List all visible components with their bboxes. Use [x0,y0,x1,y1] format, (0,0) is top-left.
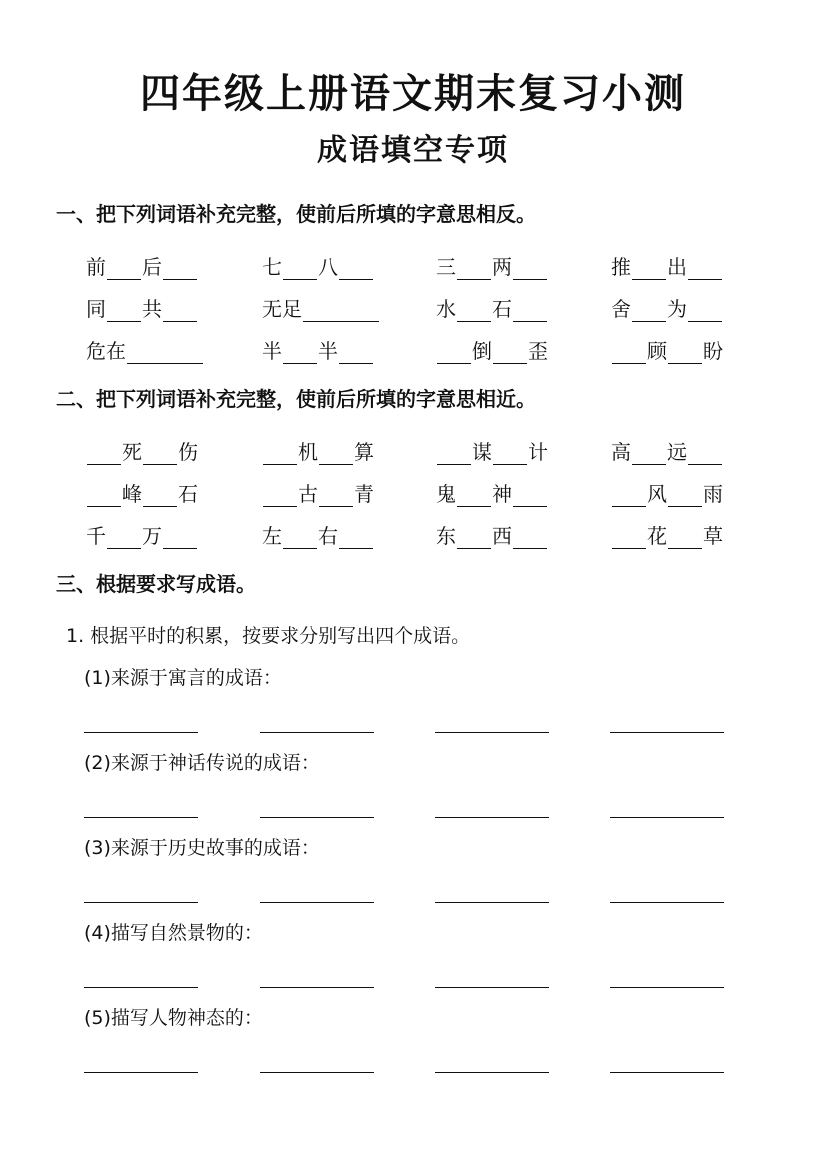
fill-blank[interactable] [339,526,373,549]
fill-blank[interactable] [493,442,527,465]
fill-blank[interactable] [493,341,527,364]
fill-blank[interactable] [612,484,646,507]
fill-blank[interactable] [319,442,353,465]
fill-blank[interactable] [668,341,702,364]
idiom-character: 左 [262,524,282,548]
answer-blank-line[interactable] [610,732,724,733]
fill-blank[interactable] [263,442,297,465]
answer-blank-line[interactable] [84,732,198,733]
idiom-item [262,435,374,465]
idiom-character: 推 [611,255,631,279]
idiom-item [436,519,548,549]
idiom-character: 古 [298,482,318,506]
answer-blank-line[interactable] [610,817,724,818]
idiom-item [611,477,723,507]
idiom-row [0,519,826,549]
idiom-character: 三 [436,255,456,279]
idiom-character: 鬼 [436,482,456,506]
idiom-item [262,334,374,364]
fill-blank[interactable] [513,257,547,280]
idiom-character: 舍 [611,297,631,321]
idiom-item [436,477,548,507]
idiom-character: 同 [86,297,106,321]
fill-blank[interactable] [457,257,491,280]
fill-blank[interactable] [668,484,702,507]
idiom-item [86,435,198,465]
idiom-character: 顾 [647,339,667,363]
idiom-character: 青 [354,482,374,506]
page-title: 四年级上册语文期末复习小测 [140,71,686,117]
idiom-item [436,334,548,364]
idiom-item [436,250,548,280]
idiom-character: 伤 [178,440,198,464]
sub-question-prompt: (5)描写人物神态的： [84,1007,263,1029]
idiom-character: 右 [318,524,338,548]
answer-blank-line[interactable] [84,817,198,818]
fill-blank[interactable] [513,526,547,549]
answer-blank-line[interactable] [435,1072,549,1073]
answer-blank-line[interactable] [260,817,374,818]
idiom-item [86,477,198,507]
fill-blank[interactable] [513,484,547,507]
idiom-item [262,250,374,280]
fill-blank[interactable] [632,299,666,322]
fill-blank[interactable] [688,299,722,322]
idiom-character: 草 [703,524,723,548]
idiom-character: 半 [318,339,338,363]
idiom-character: 高 [611,440,631,464]
fill-blank[interactable] [303,299,379,322]
answer-blank-line[interactable] [260,732,374,733]
idiom-character: 足 [282,297,302,321]
idiom-character: 万 [142,524,162,548]
idiom-row [0,477,826,507]
idiom-character: 峰 [122,482,142,506]
fill-blank[interactable] [457,484,491,507]
idiom-character: 雨 [703,482,723,506]
fill-blank[interactable] [457,526,491,549]
fill-blank[interactable] [163,257,197,280]
section3-heading: 三、根据要求写成语。 [56,572,256,596]
answer-blank-line[interactable] [84,902,198,903]
idiom-item [262,477,374,507]
idiom-character: 东 [436,524,456,548]
fill-blank[interactable] [632,257,666,280]
idiom-character: 为 [667,297,687,321]
idiom-item [611,292,723,322]
idiom-character: 出 [667,255,687,279]
fill-blank[interactable] [107,257,141,280]
fill-blank[interactable] [263,484,297,507]
fill-blank[interactable] [163,526,197,549]
idiom-item [611,334,723,364]
idiom-character: 七 [262,255,282,279]
idiom-item [262,292,380,322]
fill-blank[interactable] [668,526,702,549]
fill-blank[interactable] [283,526,317,549]
answer-blank-line[interactable] [84,987,198,988]
idiom-row [0,250,826,280]
idiom-item [86,292,198,322]
fill-blank[interactable] [688,442,722,465]
fill-blank[interactable] [283,257,317,280]
answer-blank-line[interactable] [610,1072,724,1073]
idiom-character: 机 [298,440,318,464]
answer-blank-line[interactable] [435,987,549,988]
idiom-item [262,519,374,549]
fill-blank[interactable] [87,442,121,465]
answer-row [0,732,826,742]
idiom-character: 死 [122,440,142,464]
answer-row [0,1072,826,1082]
fill-blank[interactable] [457,299,491,322]
fill-blank[interactable] [688,257,722,280]
fill-blank[interactable] [632,442,666,465]
idiom-item [436,292,548,322]
idiom-character: 半 [262,339,282,363]
idiom-character: 两 [492,255,512,279]
idiom-item [611,519,723,549]
idiom-character: 计 [528,440,548,464]
sub-question-prompt: (2)来源于神话传说的成语： [84,752,320,774]
idiom-item [611,435,723,465]
idiom-item [611,250,723,280]
answer-blank-line[interactable] [610,987,724,988]
fill-blank[interactable] [107,299,141,322]
idiom-row [0,292,826,322]
page-subtitle: 成语填空专项 [317,133,509,168]
idiom-character: 盼 [703,339,723,363]
fill-blank[interactable] [513,299,547,322]
fill-blank[interactable] [612,526,646,549]
answer-blank-line[interactable] [260,1072,374,1073]
idiom-character: 石 [178,482,198,506]
answer-blank-line[interactable] [435,817,549,818]
idiom-row [0,435,826,465]
idiom-character: 算 [354,440,374,464]
idiom-item [436,435,548,465]
idiom-character: 前 [86,255,106,279]
idiom-character: 风 [647,482,667,506]
idiom-character: 西 [492,524,512,548]
fill-blank[interactable] [319,484,353,507]
fill-blank[interactable] [87,484,121,507]
idiom-character: 谋 [472,440,492,464]
sub-question-prompt: (4)描写自然景物的： [84,922,263,944]
idiom-row [0,334,826,364]
fill-blank[interactable] [612,341,646,364]
idiom-character: 在 [106,339,126,363]
fill-blank[interactable] [143,442,177,465]
fill-blank[interactable] [143,484,177,507]
fill-blank[interactable] [339,341,373,364]
idiom-character: 千 [86,524,106,548]
section2-heading: 二、把下列词语补充完整，使前后所填的字意思相近。 [56,387,536,411]
sub-question-prompt: (1)来源于寓言的成语： [84,667,282,689]
idiom-character: 后 [142,255,162,279]
answer-row [0,987,826,997]
question-intro: 1. 根据平时的积累，按要求分别写出四个成语。 [66,625,471,647]
answer-blank-line[interactable] [610,902,724,903]
idiom-character: 危 [86,339,106,363]
idiom-character: 远 [667,440,687,464]
answer-blank-line[interactable] [435,902,549,903]
idiom-character: 神 [492,482,512,506]
sub-question-prompt: (3)来源于历史故事的成语： [84,837,320,859]
idiom-character: 八 [318,255,338,279]
idiom-character: 花 [647,524,667,548]
fill-blank[interactable] [163,299,197,322]
idiom-character: 共 [142,297,162,321]
fill-blank[interactable] [339,257,373,280]
idiom-character: 倒 [472,339,492,363]
answer-row [0,902,826,912]
idiom-item [86,519,198,549]
idiom-character: 水 [436,297,456,321]
fill-blank[interactable] [437,442,471,465]
fill-blank[interactable] [107,526,141,549]
fill-blank[interactable] [283,341,317,364]
idiom-character: 歪 [528,339,548,363]
answer-blank-line[interactable] [260,902,374,903]
idiom-item [86,334,204,364]
answer-blank-line[interactable] [84,1072,198,1073]
answer-row [0,817,826,827]
idiom-character: 无 [262,297,282,321]
section1-heading: 一、把下列词语补充完整，使前后所填的字意思相反。 [56,202,536,226]
idiom-item [86,250,198,280]
idiom-character: 石 [492,297,512,321]
fill-blank[interactable] [127,341,203,364]
answer-blank-line[interactable] [435,732,549,733]
fill-blank[interactable] [437,341,471,364]
answer-blank-line[interactable] [260,987,374,988]
